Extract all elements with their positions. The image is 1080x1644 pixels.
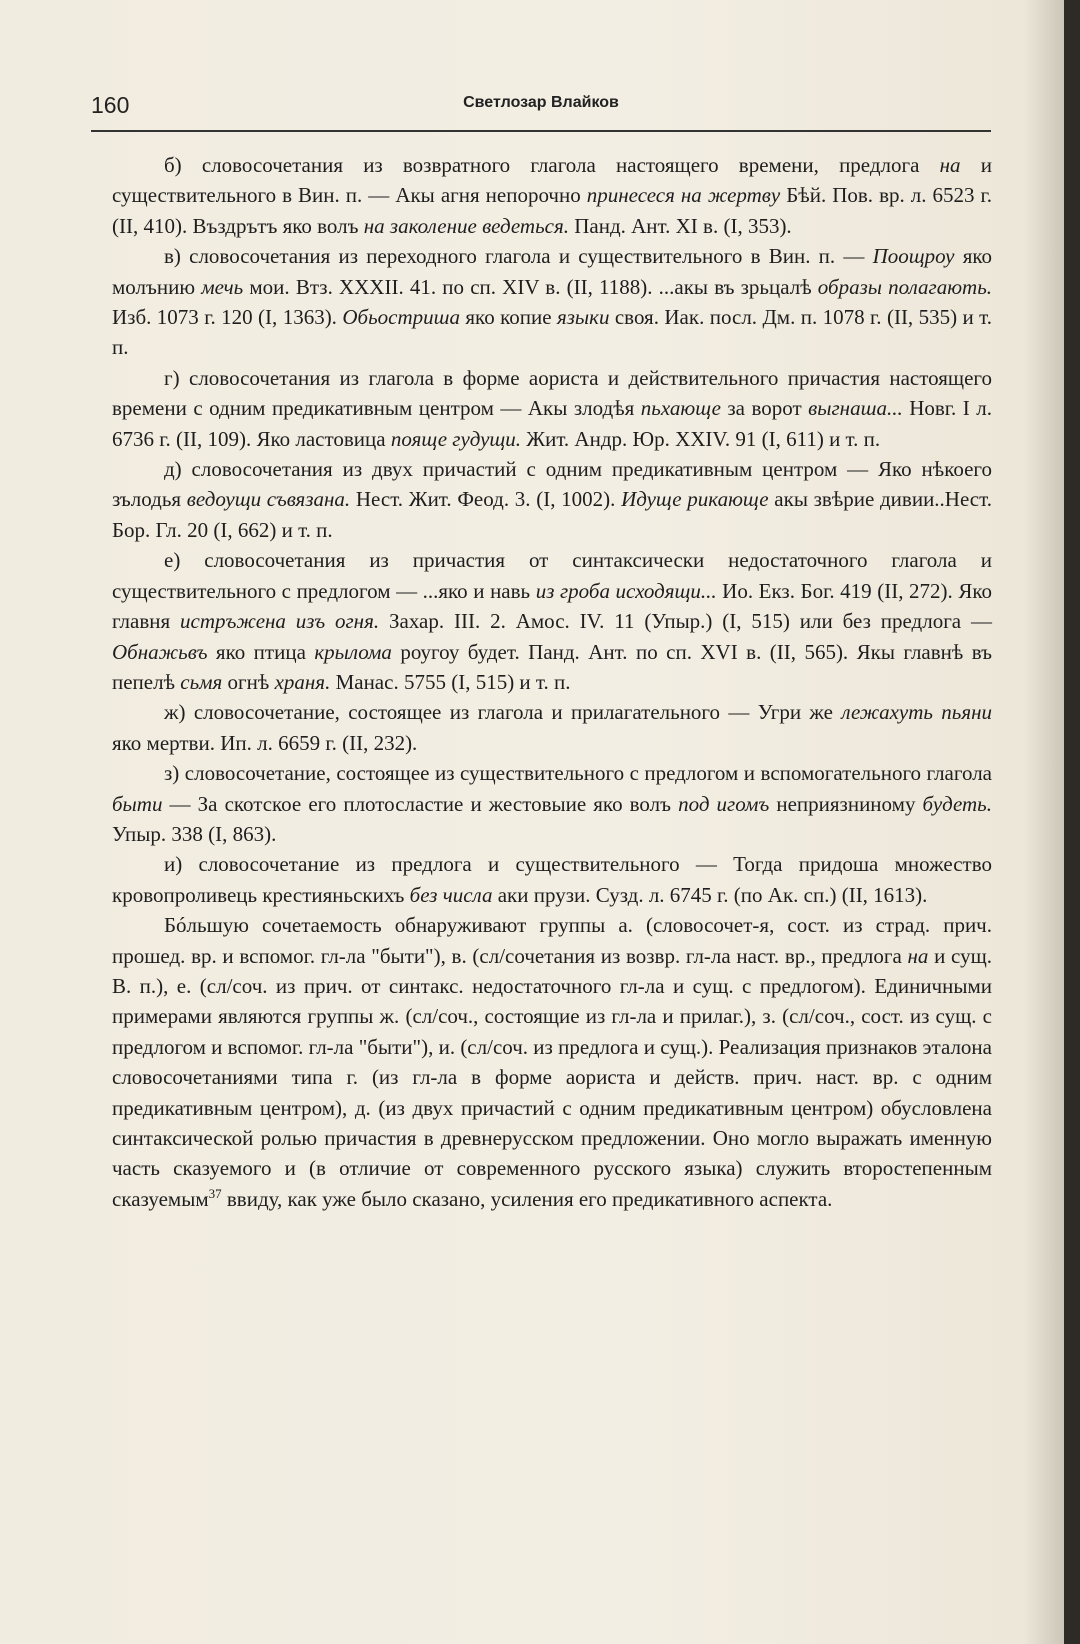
text-run: Манас. 5755 (I, 515) и т. п. <box>330 669 571 694</box>
text-run: в) словосочетания из переходного глагола и существительного в Вин. п. — <box>164 244 873 269</box>
text-run: аки прузи. Сузд. л. 6745 г. (по Ак. сп.) (II, 1613). <box>492 882 928 907</box>
text-run: неприязниному <box>769 791 923 816</box>
text-run: д) словосочетания из двух причастий с одним предикативным центром — Яко нѣкоего зълодья <box>112 457 992 512</box>
italic-example: крылома <box>314 639 392 664</box>
italic-example: без числа <box>409 882 493 907</box>
running-head: Светлозар Влайков <box>463 94 619 111</box>
text-run: Бóльшую сочетаемость обнаруживают группы а. (словосочет-я, сост. из страд. прич. прошед. вр. и вспомог. гл-ла "быти"), в. (сл/сочетания из возвр. гл-ла наст. вр., предлога <box>112 913 992 968</box>
paragraph-e <box>112 545 992 697</box>
italic-example: Обьостриша <box>342 305 460 330</box>
italic-example: пьхающе <box>640 396 721 421</box>
paragraph-g <box>112 363 992 454</box>
italic-example: на заколение ведеться. <box>363 213 569 238</box>
text-run: и сущ. В. п.), е. (сл/соч. из прич. от синтакс. недостаточного гл-ла и сущ. с предлогом). Единичными примерами являются группы ж. (сл/соч., состоящие из гл-ла и прилаг.), з. (сл/соч., сост. из сущ. с предлогом и вспомог. гл-ла "быти"), и. (сл/соч. из предлога и сущ.). Реализация признаков эталона словосочетаниями типа г. (из гл-ла в форме аориста и действ. прич. наст. вр. с одним предикативным центром), д. (из двух причастий с одним предикативным центром) обусловлена синтаксической ролью причастия в древнерусском предложении. Оно могло выражать именную часть сказуемого и (в отличие от современного русского языка) служить второстепенным сказуемым <box>112 943 992 1211</box>
italic-example: истръжена изъ огня. <box>180 609 380 634</box>
text-run: и) словосочетание из предлога и существительного — Тогда придоша множество кровопроливець крестияньскихъ <box>112 852 992 907</box>
text-run: Новг. I л. 6736 г. (II, 109). Яко ластовица <box>112 396 992 451</box>
paragraph-zh <box>112 697 992 758</box>
text-run: своя. Иак. посл. Дм. п. 1078 г. (II, 535) и т. п. <box>112 305 992 360</box>
italic-example: быти <box>112 791 163 816</box>
paragraph-z <box>112 758 992 849</box>
italic-example: сьмя <box>180 669 223 694</box>
italic-example: под игомъ <box>678 791 770 816</box>
text-run: Панд. Ант. XI в. (I, 353). <box>568 213 792 238</box>
text-run: Нест. Жит. Феод. 3. (I, 1002). <box>350 487 622 512</box>
paragraph-v <box>112 241 992 363</box>
text-run: ж) словосочетание, состоящее из глагола и прилагательного — Угри же <box>164 700 842 725</box>
text-run: Захар. III. 2. Амос. IV. 11 (Упыр.) (I, 515) или без предлога — <box>379 609 992 634</box>
italic-example: Обнажьвъ <box>112 639 208 664</box>
text-run: б) словосочетания из возвратного глагола настоящего времени, предлога <box>164 153 940 177</box>
text-run: — За скотское его плотосластие и жестовыие яко волъ <box>162 791 679 816</box>
paragraph-d <box>112 454 992 545</box>
italic-example: будеть. <box>922 791 992 816</box>
text-run: Жит. Андр. Юр. XXIV. 91 (I, 611) и т. п. <box>521 426 881 451</box>
text-run: яко мертви. Ип. л. 6659 г. (II, 232). <box>112 730 418 755</box>
italic-example: мечь <box>201 274 244 299</box>
text-run: г) словосочетания из глагола в форме аориста и действительного причастия настоящего времени с одним предикативным центром — Акы злодѣя <box>112 365 992 421</box>
text-run: Ио. Екз. Бог. 419 (II, 272). Яко главня <box>112 578 992 634</box>
italic-example: на <box>907 943 929 968</box>
italic-example: из гроба исходящи... <box>535 578 717 603</box>
text-run: за ворот <box>720 396 809 421</box>
text-run: Упыр. 338 (I, 863). <box>112 821 277 846</box>
text-run: яко птица <box>207 639 315 664</box>
text-run: роугоу будет. Панд. Ант. по сп. XVI в. (II, 565). Якы главнѣ въ пепелѣ <box>112 639 992 694</box>
page-number: 160 <box>91 92 130 118</box>
text-run: огнѣ <box>222 669 275 694</box>
italic-example: Идуще рикающе <box>621 487 769 512</box>
text-run: яко копие <box>459 305 557 330</box>
text-run: Бѣй. Пов. вр. л. 6523 г. (II, 410). Въздрътъ яко волъ <box>112 183 993 238</box>
italic-example: языки <box>556 305 610 330</box>
text-run: е) словосочетания из причастия от синтаксически недостаточного глагола и существительного с предлогом — ...яко и навь <box>112 548 992 603</box>
text-run: ввиду, как уже было сказано, усиления его предикативного аспекта. <box>221 1186 833 1211</box>
text-run: акы звѣрие дивии..Нест. Бор. Гл. 20 (I, 662) и т. п. <box>112 487 992 542</box>
paragraph-i <box>112 849 992 910</box>
text-run: яко молънию <box>112 244 993 299</box>
header-rule <box>91 130 991 132</box>
italic-example: образы полагають. <box>817 274 993 299</box>
text-run: и существительного в Вин. п. — Акы агня непорочно <box>112 153 992 208</box>
paragraph-b <box>112 150 992 241</box>
body-text <box>112 150 992 1214</box>
page-header <box>91 86 991 126</box>
footnote-ref: 37 <box>208 1185 222 1201</box>
paragraph-summary <box>112 910 992 1214</box>
text-run: Изб. 1073 г. 120 (I, 1363). <box>112 305 343 330</box>
italic-example: на <box>939 153 961 177</box>
italic-example: принесеся на жертву <box>586 183 781 208</box>
spine-shadow <box>1024 0 1064 1644</box>
text-run: мои. Втз. XXXII. 41. по сп. XIV в. (II, 1188). ...акы въ зрьцалѣ <box>243 274 818 299</box>
italic-example: лежахуть пьяни <box>841 700 993 725</box>
italic-example: ведоущи съвязана. <box>186 487 351 512</box>
italic-example: храня. <box>274 669 331 694</box>
italic-example: выгнаша... <box>808 396 903 421</box>
text-run: з) словосочетание, состоящее из существительного с предлогом и вспомогательного глагола <box>164 761 992 786</box>
italic-example: Поощроу <box>872 244 955 269</box>
italic-example: пояще гудущи. <box>390 426 522 451</box>
